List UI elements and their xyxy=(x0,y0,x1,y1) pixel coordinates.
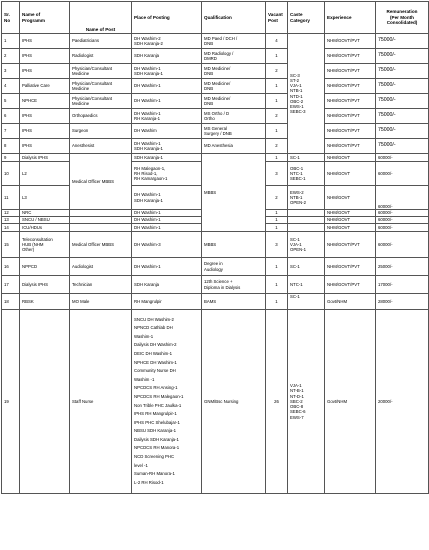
table-row xyxy=(2,139,429,154)
remuneration: 75000/- xyxy=(376,139,429,154)
vacant: 3 xyxy=(266,162,288,186)
place: DH Washim-1 xyxy=(132,210,202,217)
vacant: 3 xyxy=(266,232,288,258)
experience: NHM/GOVT/PVT xyxy=(325,109,376,124)
qualification: MD Radiology / DMRD xyxy=(202,49,266,64)
caste: SC-1 xyxy=(288,258,325,276)
experience: Govt/NHM xyxy=(325,294,376,310)
caste: SC-1 xyxy=(288,294,325,310)
place: SDH Karanja-1 xyxy=(132,154,202,162)
programme: IPHS xyxy=(20,124,70,139)
caste-empty xyxy=(288,210,325,217)
post: Physician/Consultant Medicine xyxy=(70,64,132,79)
sr-no: 1 xyxy=(2,34,20,49)
experience: NHM/GOVT xyxy=(325,224,376,232)
col-vacant: Vacant Post xyxy=(266,2,288,34)
experience: Govt/NHM xyxy=(325,310,376,494)
sr-no: 8 xyxy=(2,139,20,154)
sr-no: 11 xyxy=(2,186,20,210)
place: DH Washim-1 SDH Karanja-1 xyxy=(132,64,202,79)
programme: Dialysis IPHS xyxy=(20,154,70,162)
remuneration: 60000/- xyxy=(376,224,429,232)
programme: Teleconsultation HUB (NHM Other) xyxy=(20,232,70,258)
sr-no: 13 xyxy=(2,217,20,224)
remuneration: 60000/- xyxy=(376,162,429,186)
caste: OBC-1 NTC-1 SEBC-1 xyxy=(288,162,325,186)
remuneration: 75000/- xyxy=(376,94,429,109)
post-empty xyxy=(70,210,132,217)
qualification: MS Ortho / D Ortho xyxy=(202,109,266,124)
post: Anesthesist xyxy=(70,139,132,154)
place: DH Washim-1 xyxy=(132,217,202,224)
programme: Palliative Care xyxy=(20,79,70,94)
vacant: 2 xyxy=(266,186,288,210)
experience: NHM/GOVT xyxy=(325,186,376,210)
col-programme: Name of Programm xyxy=(20,2,70,34)
sr-no: 19 xyxy=(2,310,20,494)
experience: NHM/GOVT xyxy=(325,217,376,224)
table-row xyxy=(2,109,429,124)
qualification: GNM/Bsc Nursing xyxy=(202,310,266,494)
remuneration: 75000/- xyxy=(376,124,429,139)
programme: NRC xyxy=(20,210,70,217)
vacant: 2 xyxy=(266,109,288,124)
programme: IPHS xyxy=(20,139,70,154)
place: DH Washim-1 xyxy=(132,94,202,109)
qualification: 12th Science + Diploma in Dialysis xyxy=(202,276,266,294)
vacant: 1 xyxy=(266,94,288,109)
experience: NHM/GOVT/PVT xyxy=(325,232,376,258)
experience: NHM/GOVT/PVT xyxy=(325,139,376,154)
remuneration: 75000/- xyxy=(376,49,429,64)
qualification: MD Anesthesia xyxy=(202,139,266,154)
place: DH Washim-3 xyxy=(132,232,202,258)
remuneration: 28000/- xyxy=(376,294,429,310)
table-row xyxy=(2,79,429,94)
post: Paediatricians xyxy=(70,34,132,49)
experience: NHM/GOVT/PVT xyxy=(325,124,376,139)
table-row xyxy=(2,154,429,162)
qualification: MD Medicine/ DNB xyxy=(202,64,266,79)
experience: NHM/GOVT xyxy=(325,162,376,186)
sr-no: 7 xyxy=(2,124,20,139)
vacant: 2 xyxy=(266,139,288,154)
table-row xyxy=(2,64,429,79)
post: Surgeon xyxy=(70,124,132,139)
table-row xyxy=(2,258,429,276)
programme: IPHS xyxy=(20,49,70,64)
remuneration: 75000/- xyxy=(376,109,429,124)
vacant: 1 xyxy=(266,49,288,64)
sr-no: 14 xyxy=(2,224,20,232)
table-row xyxy=(2,94,429,109)
table-row xyxy=(2,124,429,139)
sr-no: 18 xyxy=(2,294,20,310)
qualification: Degree in Audiology xyxy=(202,258,266,276)
table-row xyxy=(2,294,429,310)
programme: IPHS xyxy=(20,34,70,49)
experience: NHM/GOVT/PVT xyxy=(325,258,376,276)
col-sr-no: Sr. No xyxy=(2,2,20,34)
remuneration: 60000/- xyxy=(376,232,429,258)
experience: NHM/GOVT/PVT xyxy=(325,94,376,109)
post: MO Male xyxy=(70,294,132,310)
vacant: 1 xyxy=(266,224,288,232)
qualification: MD Medicine/ DNB xyxy=(202,94,266,109)
caste-empty xyxy=(288,217,325,224)
post: Staff Nurse xyxy=(70,310,132,494)
experience: NHM/GOVT/PVT xyxy=(325,49,376,64)
col-qualification: Qualification xyxy=(202,2,266,34)
programme: IPHS xyxy=(20,64,70,79)
post-empty xyxy=(70,224,132,232)
post: Physician/Consultant Medicine xyxy=(70,79,132,94)
place: SNCU DH Washim-2 NPNCD Cathlab DH Washim-1 Dailysis DH Washim-2 DEIC DH Washim-1 NPHCE DH Washim-1 Community Nurse DH Washim -1 NPCDCS RH Ansing-1 NPCDCS RH Malegaon-1 Non Trible PHC Jaulka-1 IPHS RH Mangrulpir-1 IPHS PHC Shelubajar-1 NBSU SDH Karanja-1 Dailysis SDH Karanja-1 NPCDCS RH Manora-1 NCD Screening PHC level -1 Suman-RH Manora-1 L-2 RH Risod-1 xyxy=(132,310,202,494)
sr-no: 5 xyxy=(2,94,20,109)
remuneration: 20000/- xyxy=(376,310,429,494)
qualification: BAMS xyxy=(202,294,266,310)
sr-no: 2 xyxy=(2,49,20,64)
caste-block: SC-3 ST-2 VJA-1 NTB-1 NTD-1 OBC-2 EWS-1 SEBC-3 xyxy=(288,34,325,154)
remuneration: 60000/- xyxy=(376,210,429,217)
programme: NPHCE xyxy=(20,94,70,109)
place: SDH Karanja xyxy=(132,276,202,294)
col-place: Place of Posting xyxy=(132,2,202,34)
remuneration: 60000/- xyxy=(376,217,429,224)
programme: RBSK xyxy=(20,294,70,310)
experience: NHM/GOVT/PVT xyxy=(325,64,376,79)
place: DH Washim xyxy=(132,124,202,139)
place: DH Washim-2 SDH Karanja-2 xyxy=(132,34,202,49)
qualification: MBBS xyxy=(202,154,266,232)
vacant: 4 xyxy=(266,34,288,49)
vacant: 2 xyxy=(266,64,288,79)
programme: L2 xyxy=(20,162,70,186)
table-row xyxy=(2,310,429,494)
programme: IPHS xyxy=(20,109,70,124)
sr-no: 17 xyxy=(2,276,20,294)
sr-no: 15 xyxy=(2,232,20,258)
place: RH Mangrulpir xyxy=(132,294,202,310)
sr-no: 10 xyxy=(2,162,20,186)
remuneration: 17000/- xyxy=(376,276,429,294)
place: SDH Karanja xyxy=(132,49,202,64)
sr-no: 16 xyxy=(2,258,20,276)
sr-no: 4 xyxy=(2,79,20,94)
post: Audiologist xyxy=(70,258,132,276)
qualification: MD Paed / DCH / DNB xyxy=(202,34,266,49)
remuneration: 75000/- xyxy=(376,34,429,49)
caste-empty xyxy=(288,224,325,232)
qualification: MS General Surgery / DNB xyxy=(202,124,266,139)
place: DH Washim-1 RH Karanja-1 xyxy=(132,109,202,124)
qualification: MD Medicine/ DNB xyxy=(202,79,266,94)
post: Medical Officer MBBS xyxy=(70,232,132,258)
vacant: 1 xyxy=(266,258,288,276)
table-row xyxy=(2,232,429,258)
post: Orthopaedics xyxy=(70,109,132,124)
table-row xyxy=(2,34,429,49)
table-row xyxy=(2,276,429,294)
experience: NHM/GOVT/PVT xyxy=(325,79,376,94)
table-row xyxy=(2,49,429,64)
vacant: 1 xyxy=(266,154,288,162)
post: Medical Officer MBBS xyxy=(70,154,132,210)
header-row xyxy=(2,2,429,34)
experience: NHM/GOVT/PVT xyxy=(325,276,376,294)
programme: ICU/HDUs xyxy=(20,224,70,232)
col-caste: Caste Category xyxy=(288,2,325,34)
place: DH Washim-1 SDH Karanja-1 xyxy=(132,186,202,210)
place: RH Malegaon-1, RH Risod-1, RH Kamargaon-1 xyxy=(132,162,202,186)
remuneration: 60000/- xyxy=(376,154,429,162)
programme: Dialysis IPHS xyxy=(20,276,70,294)
sr-no: 9 xyxy=(2,154,20,162)
vacant: 1 xyxy=(266,124,288,139)
caste: VJA-1 NT-B-1 NT-D-1 SBC-2 OBC-8 SEBC-6 EWS-7 xyxy=(288,310,325,494)
remuneration: 75000/- xyxy=(376,64,429,79)
caste: NTC-1 xyxy=(288,276,325,294)
post: Technician xyxy=(70,276,132,294)
col-experience: Experience xyxy=(325,2,376,34)
col-post: Name of Post xyxy=(70,2,132,34)
vacant: 1 xyxy=(266,294,288,310)
experience: NHM/GOVT/PVT xyxy=(325,34,376,49)
remuneration: 60000/- xyxy=(376,186,429,210)
caste: SC-1 xyxy=(288,154,325,162)
programme: SNCU / NBSU xyxy=(20,217,70,224)
experience: NHM/GOVT xyxy=(325,154,376,162)
programme: L3 xyxy=(20,186,70,210)
vacant: 1 xyxy=(266,210,288,217)
place: DH Washim-1 xyxy=(132,79,202,94)
place: DH Washim-1 SDH Karanja-1 xyxy=(132,139,202,154)
recruitment-table xyxy=(1,1,429,494)
remuneration: 75000/- xyxy=(376,79,429,94)
post: Physician/Consultant Medicine xyxy=(70,94,132,109)
programme xyxy=(20,310,70,494)
programme: NPPCD xyxy=(20,258,70,276)
vacant: 26 xyxy=(266,310,288,494)
caste: SC-1 VJA-1 OPEN-1 xyxy=(288,232,325,258)
place: DH Washim-1 xyxy=(132,258,202,276)
vacant: 1 xyxy=(266,79,288,94)
place: DH Washim-1 xyxy=(132,224,202,232)
qualification: MBBS xyxy=(202,232,266,258)
experience: NHM/GOVT xyxy=(325,210,376,217)
sr-no: 6 xyxy=(2,109,20,124)
caste: EWS-2 NTB-1 OPEN-2 xyxy=(288,186,325,210)
sr-no: 3 xyxy=(2,64,20,79)
post: Radiologist xyxy=(70,49,132,64)
vacant: 1 xyxy=(266,276,288,294)
sr-no: 12 xyxy=(2,210,20,217)
remuneration: 25000/- xyxy=(376,258,429,276)
vacant: 1 xyxy=(266,217,288,224)
post-empty xyxy=(70,217,132,224)
col-remuneration: Remuneration (Per Month Consolidated) xyxy=(376,2,429,34)
